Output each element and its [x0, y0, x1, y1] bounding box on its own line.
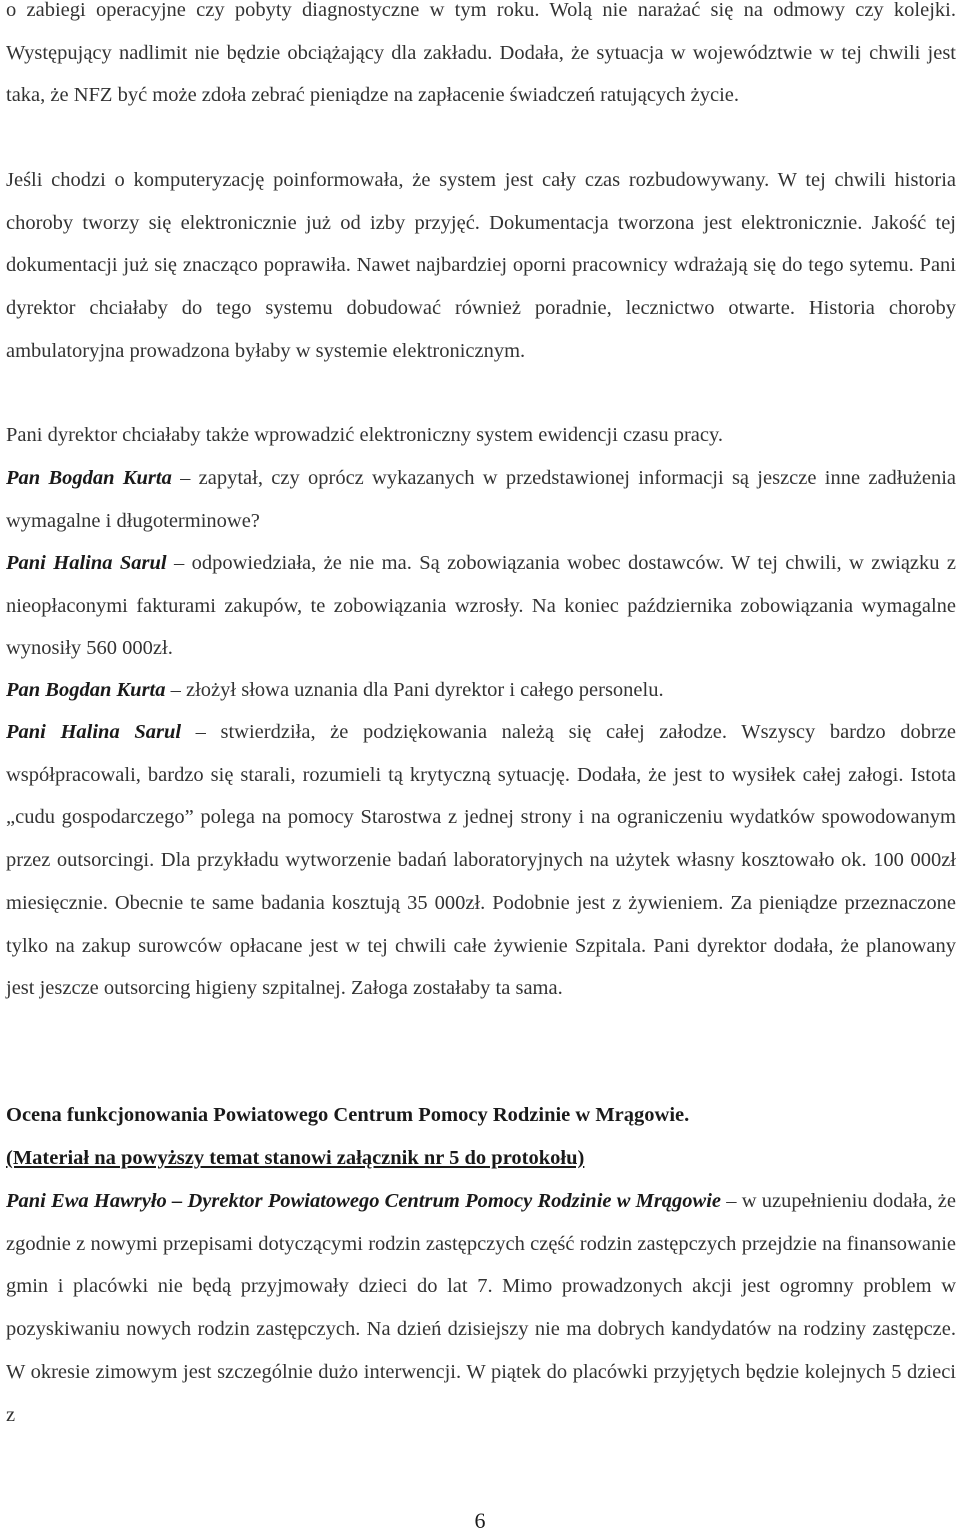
section-heading: [6, 1094, 956, 1137]
paragraph-text: – odpowiedziała, że nie ma. Są zobowiązania wobec dostawców. W tej chwili, w związku z nieopłaconymi fakturami zakupów, te zobowiązania wzrosły. Na koniec października zobowiązania wymagalne wynosiły 560 000zł.: [6, 552, 956, 660]
paragraph-text: Jeśli chodzi o komputeryzację poinformowała, że system jest cały czas rozbudowywany. W tej chwili historia choroby tworzy się elektronicznie już od izby przyjęć. Dokumentacja tworzona jest elektronicznie. Jakość tej dokumentacji już się znacząco poprawiła. Nawet najbardziej oporni pracownicy wdrażają się do tego sytemu. Pani dyrektor chciałaby do tego systemu dobudować również poradnie, lecznictwo otwarte. Historia choroby ambulatoryjna prowadzona byłaby w systemie elektronicznym.: [6, 169, 956, 362]
paragraph-text: o zabiegi operacyjne czy pobyty diagnostyczne w tym roku. Wolą nie narażać się na odmowy czy kolejki. Występujący nadlimit nie będzie obciążający dla zakładu. Dodała, że sytuacja w województwie w tej chwili jest taka, że NFZ być może zdoła zebrać pieniądze na zapłacenie świadczeń ratujących życie.: [6, 0, 956, 107]
paragraph-answer-sarul: [6, 542, 956, 670]
paragraph-text: – w uzupełnieniu dodała, że zgodnie z nowymi przepisami dotyczącymi rodzin zastępczych część rodzin zastępczych przejdzie na finansowanie gmin i placówki nie będą przyjmowały dzieci do lat 7. Mimo prowadzonych akcji jest ogromny problem w pozyskiwaniu nowych rodzin zastępczych. Na dzień dzisiejszy nie ma dobrych kandydatów na rodziny zastępcze. W okresie zimowym jest szczególnie dużo interwencji. W piątek do placówki przyjętych będzie kolejnych 5 dzieci z: [6, 1190, 956, 1426]
speaker-name: Pani Ewa Hawryło – Dyrektor Powiatowego Centrum Pomocy Rodzinie w Mrągowie: [6, 1190, 722, 1212]
paragraph-text: – stwierdziła, że podziękowania należą się całej załodze. Wszyscy bardzo dobrze współpracowali, bardzo się starali, rozumieli tą krytyczną sytuację. Dodała, że jest to wysiłek całej załogi. Istota „cudu gospodarczego” polega na pomocy Starostwa z jednej strony i na ograniczeniu wydatków spowodowanym przez outsorcingi. Dla przykładu wytworzenie badań laboratoryjnych na użytek własny kosztowało ok. 100 000zł miesięcznie. Obecnie te same badania kosztują 35 000zł. Podobnie jest z żywieniem. Za pieniądze przeznaczone tylko na zakup surowców opłacane jest w tej chwili całe żywienie Szpitala. Pani dyrektor dodała, że planowany jest jeszcze outsorcing higieny szpitalnej. Załoga zostałaby ta sama.: [6, 721, 956, 1000]
paragraph-text: Pani dyrektor chciałaby także wprowadzić elektroniczny system ewidencji czasu pracy.: [6, 424, 724, 446]
paragraph-text: – zapytał, czy oprócz wykazanych w przedstawionej informacji są jeszcze inne zadłużenia wymagalne i długoterminowe?: [6, 467, 956, 532]
paragraph-question-kurta: [6, 457, 956, 542]
speaker-name: Pan Bogdan Kurta: [6, 679, 166, 701]
paragraph-computerization: [6, 159, 956, 373]
paragraph-thanks-kurta: [6, 669, 956, 712]
paragraph-reply-sarul: [6, 711, 956, 1010]
page-number: 6: [474, 1508, 486, 1533]
section-subheading: [6, 1137, 956, 1180]
section-heading-text: Ocena funkcjonowania Powiatowego Centrum Pomocy Rodzinie w Mrągowie.: [6, 1104, 690, 1126]
speaker-name: Pan Bogdan Kurta: [6, 467, 172, 489]
paragraph-time-tracking: [6, 414, 956, 457]
section-subheading-text: (Materiał na powyższy temat stanowi załącznik nr 5 do protokołu): [6, 1147, 585, 1169]
paragraph-text: – złożył słowa uznania dla Pani dyrektor i całego personelu.: [165, 679, 664, 701]
speaker-name: Pani Halina Sarul: [6, 552, 167, 574]
speaker-name: Pani Halina Sarul: [6, 721, 182, 743]
paragraph-hospital-finances: [6, 0, 956, 117]
paragraph-pcpr-director: [6, 1180, 956, 1436]
